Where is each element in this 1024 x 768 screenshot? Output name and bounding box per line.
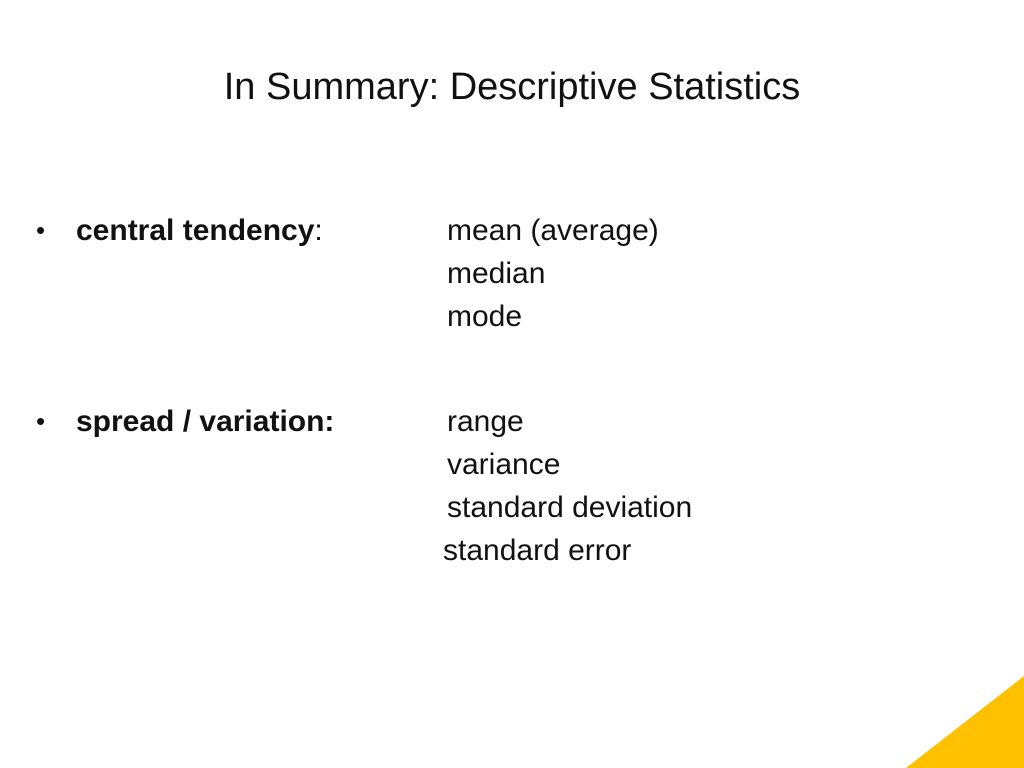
list-item: variance bbox=[447, 448, 561, 481]
bullet-icon: • bbox=[36, 215, 46, 245]
central-tendency-list bbox=[447, 209, 659, 338]
bullet-term bbox=[76, 400, 334, 443]
list-item: range bbox=[447, 405, 524, 438]
list-item: mode bbox=[447, 300, 523, 333]
bullet-term-label: spread / variation: bbox=[76, 405, 335, 438]
list-item: mean (average) bbox=[447, 214, 659, 247]
list-item: median bbox=[447, 257, 546, 290]
bullet-term-label: central tendency bbox=[76, 214, 315, 247]
slide-title: In Summary: Descriptive Statistics bbox=[223, 66, 801, 108]
corner-triangle-decoration bbox=[906, 676, 1024, 768]
bullet-icon: • bbox=[36, 406, 46, 436]
bullet-term-colon: : bbox=[314, 214, 323, 247]
list-item: standard deviation bbox=[447, 491, 693, 524]
bullet-term bbox=[76, 209, 323, 252]
list-item: standard error bbox=[443, 534, 632, 567]
spread-variation-list bbox=[443, 400, 693, 572]
